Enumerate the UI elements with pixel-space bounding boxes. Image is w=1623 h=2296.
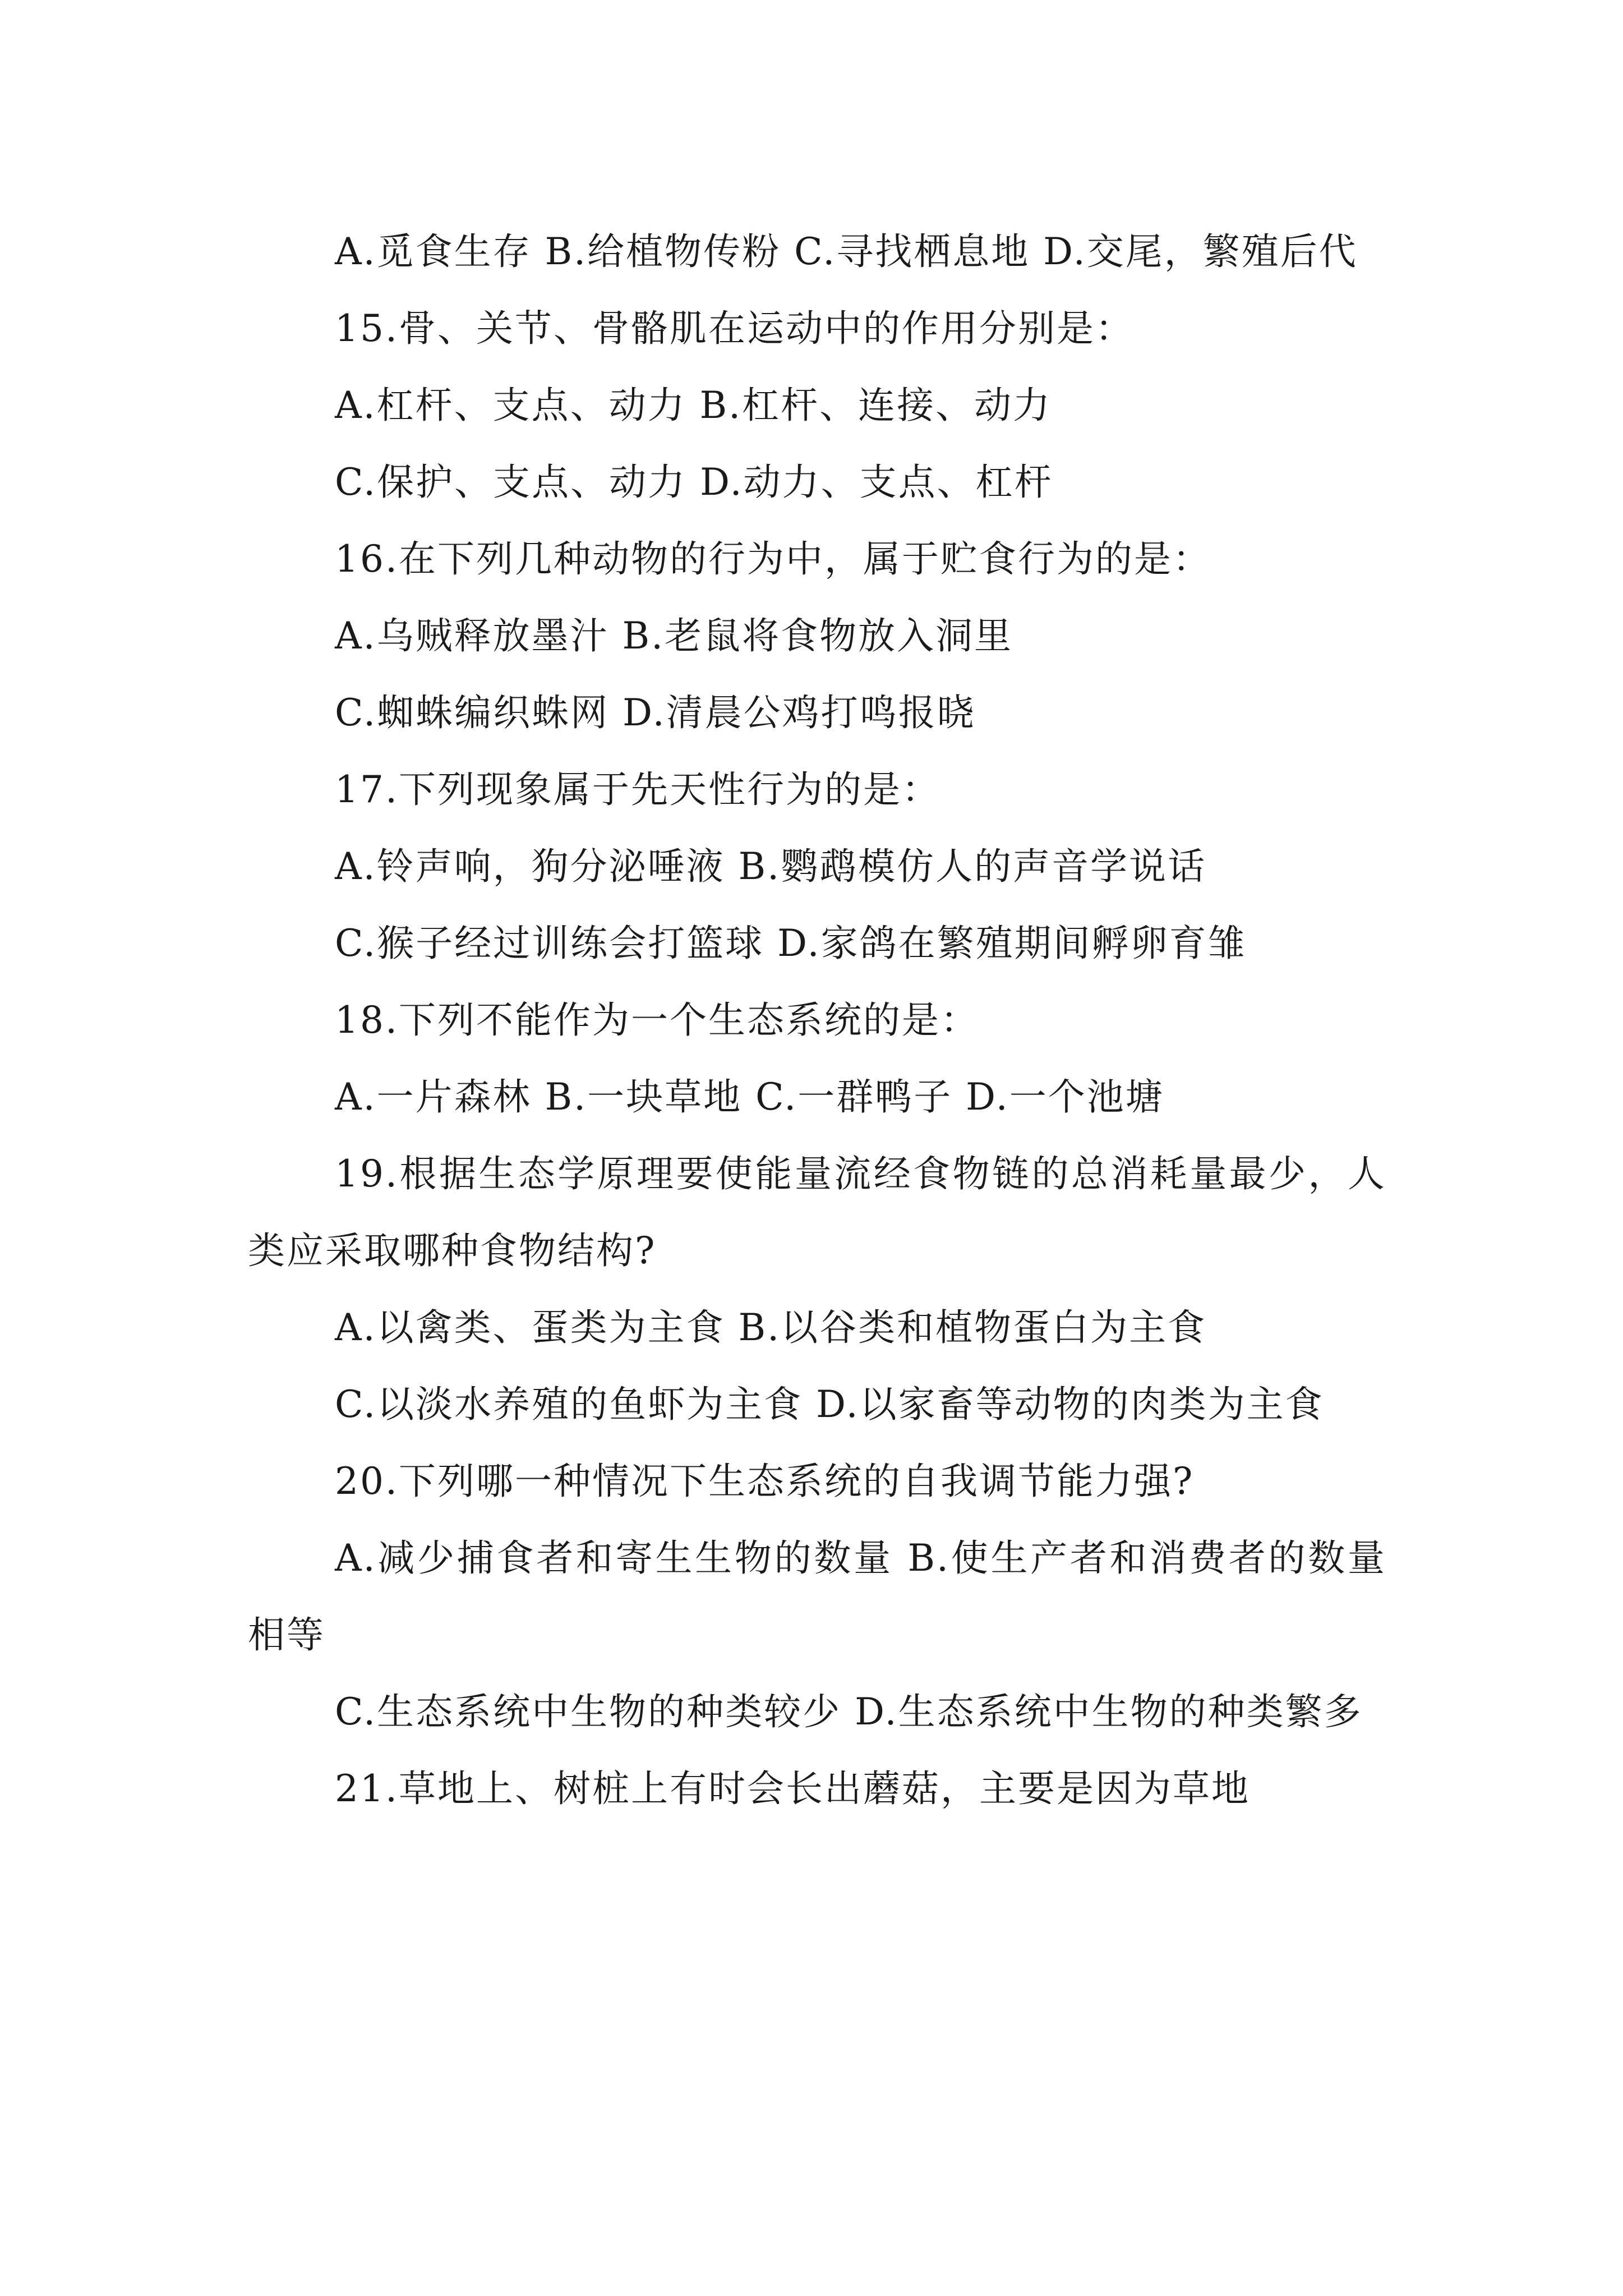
paragraph-q19-options-ab: A.以禽类、蛋类为主食 B.以谷类和植物蛋白为主食 [335,1306,1207,1349]
paragraph-q20-options-ab: A.减少捕食者和寄生生物的数量 B.使生产者和消费者的数量相等 [248,1536,1386,1657]
paragraph-q16-options-ab: A.乌贼释放墨汁 B.老鼠将食物放入洞里 [335,614,1013,657]
paragraph-q15-options-cd: C.保护、支点、动力 D.动力、支点、杠杆 [335,461,1053,504]
paragraph-q19-question: 19.根据生态学原理要使能量流经食物链的总消耗量最少，人类应采取哪种食物结构? [248,1152,1386,1272]
paragraph-q16-options-cd: C.蜘蛛编织蛛网 D.清晨公鸡打鸣报晓 [335,691,976,734]
paragraph-q15-options-ab: A.杠杆、支点、动力 B.杠杆、连接、动力 [335,384,1052,427]
paragraph-q18-question: 18.下列不能作为一个生态系统的是： [335,999,979,1042]
paragraph-q17-options-cd: C.猴子经过训练会打篮球 D.家鸽在繁殖期间孵卵育雏 [335,922,1247,965]
paragraph-q15-question: 15.骨、关节、骨骼肌在运动中的作用分别是： [335,307,1134,350]
paragraph-q14-options: A.觅食生存 B.给植物传粉 C.寻找栖息地 D.交尾，繁殖后代 [335,230,1358,273]
paragraph-q20-options-cd: C.生态系统中生物的种类较少 D.生态系统中生物的种类繁多 [335,1690,1363,1733]
paragraph-q21-question: 21.草地上、树桩上有时会长出蘑菇，主要是因为草地 [335,1767,1250,1810]
paragraph-q19-options-cd: C.以淡水养殖的鱼虾为主食 D.以家畜等动物的肉类为主食 [335,1383,1324,1426]
document-body [248,213,1386,1827]
paragraph-q16-question: 16.在下列几种动物的行为中，属于贮食行为的是： [335,537,1211,581]
paragraph-q17-options-ab: A.铃声响，狗分泌唾液 B.鹦鹉模仿人的声音学说话 [335,845,1207,888]
paragraph-q20-question: 20.下列哪一种情况下生态系统的自我调节能力强? [335,1460,1195,1503]
paragraph-q18-options: A.一片森林 B.一块草地 C.一群鸭子 D.一个池塘 [335,1075,1164,1119]
paragraph-q17-question: 17.下列现象属于先天性行为的是： [335,768,940,811]
